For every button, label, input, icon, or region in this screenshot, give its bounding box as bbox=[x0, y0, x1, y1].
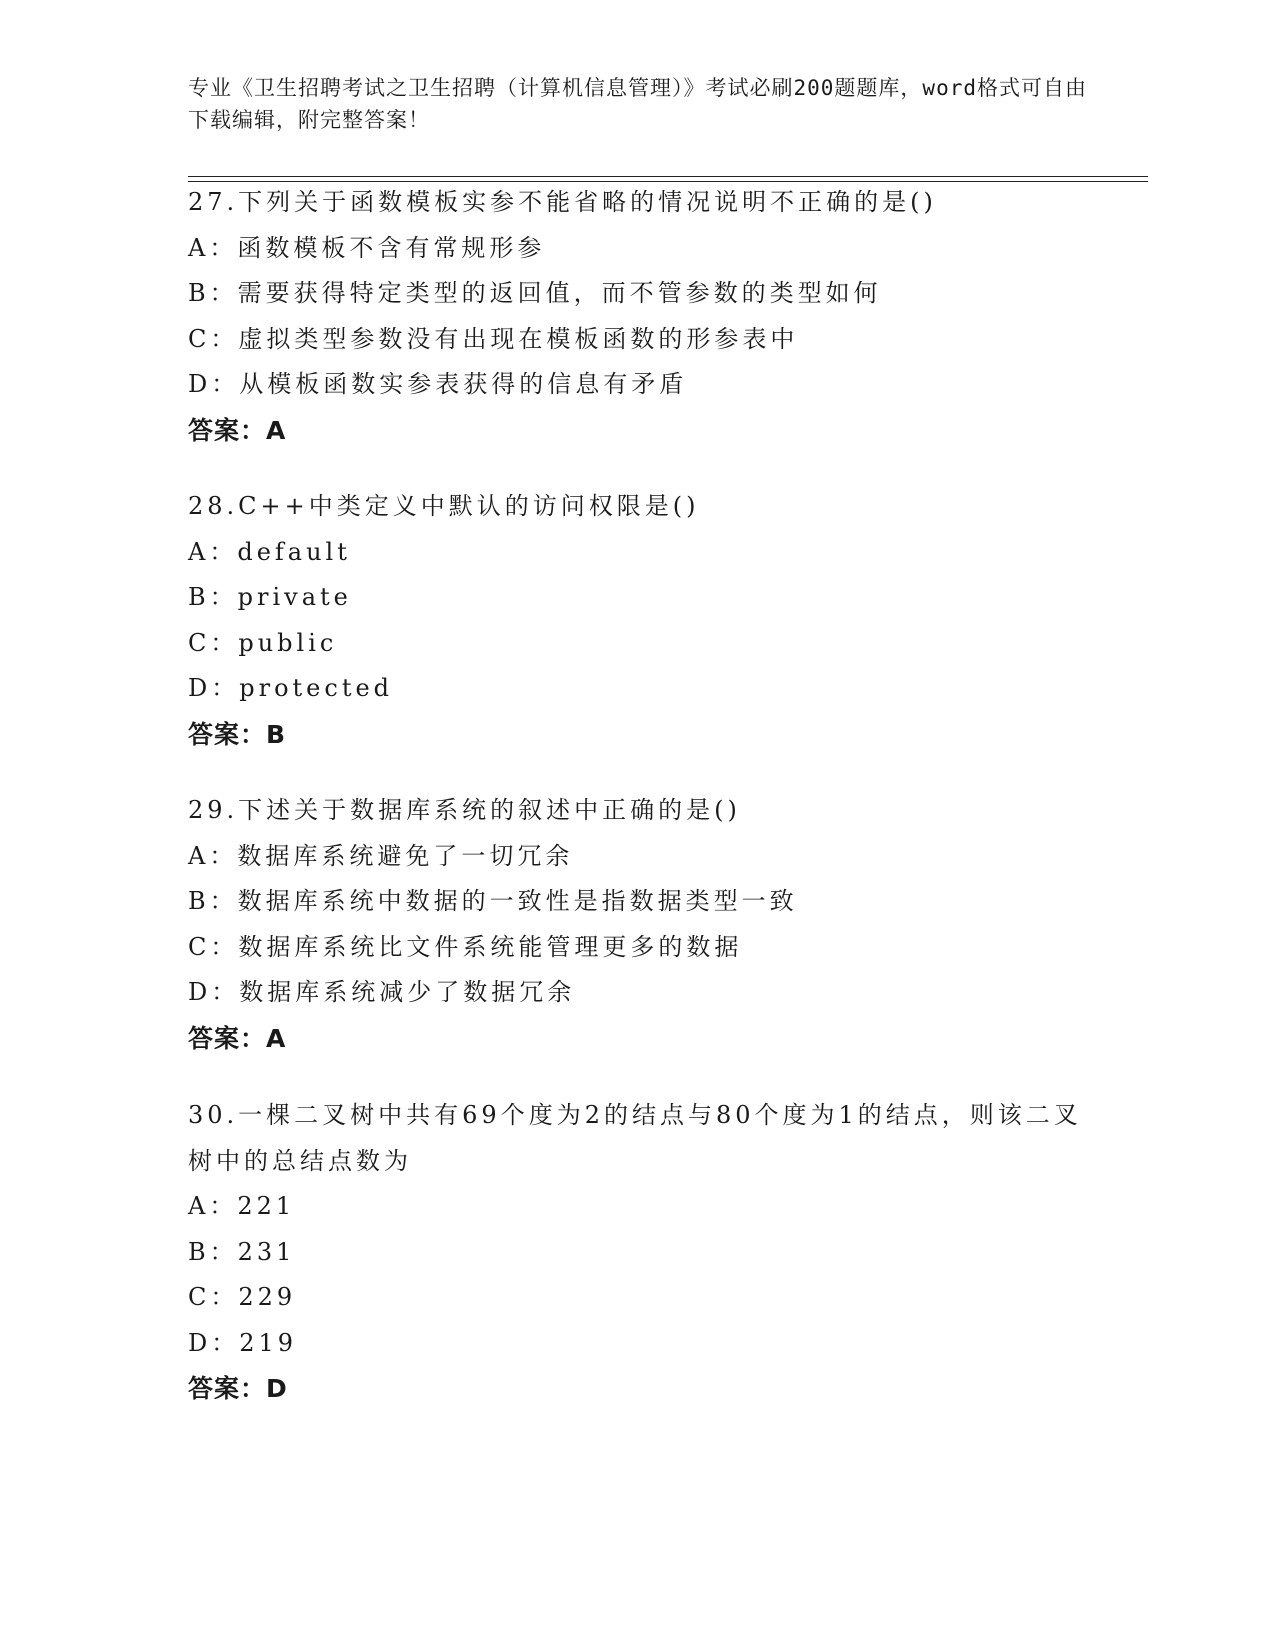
answer-line bbox=[188, 712, 1148, 758]
option-c: C：public bbox=[188, 628, 338, 657]
question-stem: 29.下述关于数据库系统的叙述中正确的是() bbox=[188, 796, 741, 824]
answer-line bbox=[188, 408, 1148, 454]
option-d: D：protected bbox=[188, 674, 394, 702]
answer-value: D bbox=[266, 1374, 288, 1403]
answer-value: A bbox=[266, 415, 287, 445]
option-d: D：219 bbox=[188, 1328, 298, 1357]
answer-label: 答案： bbox=[188, 1374, 267, 1403]
option-d: D：数据库系统减少了数据冗余 bbox=[188, 978, 576, 1006]
question-stem: 27.下列关于函数模板实参不能省略的情况说明不正确的是() bbox=[188, 188, 937, 216]
answer-label: 答案： bbox=[188, 415, 267, 445]
question-28 bbox=[188, 484, 1148, 757]
option-c: C：虚拟类型参数没有出现在模板函数的形参表中 bbox=[188, 324, 799, 353]
option-a: A：221 bbox=[188, 1192, 296, 1220]
answer-label: 答案： bbox=[188, 719, 267, 749]
question-stem: 30.一棵二叉树中共有69个度为2的结点与80个度为1的结点，则该二叉树中的总结点数为 bbox=[188, 1101, 1082, 1175]
option-b: B：private bbox=[188, 583, 352, 611]
option-a: A：数据库系统避免了一切冗余 bbox=[188, 841, 574, 870]
answer-value: A bbox=[266, 1023, 287, 1053]
option-b: B：数据库系统中数据的一致性是指数据类型一致 bbox=[188, 887, 798, 915]
option-b: B：231 bbox=[188, 1237, 296, 1266]
option-c: C：数据库系统比文件系统能管理更多的数据 bbox=[188, 932, 743, 961]
option-b: B：需要获得特定类型的返回值，而不管参数的类型如何 bbox=[188, 279, 882, 307]
question-29 bbox=[188, 788, 1148, 1061]
answer-line bbox=[188, 1366, 1148, 1412]
option-a: A：函数模板不含有常规形参 bbox=[188, 233, 546, 262]
answer-label: 答案： bbox=[188, 1023, 267, 1053]
question-27 bbox=[188, 180, 1148, 453]
option-d: D：从模板函数实参表获得的信息有矛盾 bbox=[188, 370, 688, 398]
question-stem: 28.C++中类定义中默认的访问权限是() bbox=[188, 492, 700, 520]
option-a: A：default bbox=[188, 537, 351, 566]
document-header: 专业《卫生招聘考试之卫生招聘（计算机信息管理）》考试必刷200题题库，word格式可自由下载编辑，附完整答案！ bbox=[188, 76, 1087, 132]
answer-value: B bbox=[266, 719, 287, 749]
answer-line bbox=[188, 1016, 1148, 1062]
option-c: C：229 bbox=[188, 1283, 297, 1311]
question-30 bbox=[188, 1093, 1148, 1412]
